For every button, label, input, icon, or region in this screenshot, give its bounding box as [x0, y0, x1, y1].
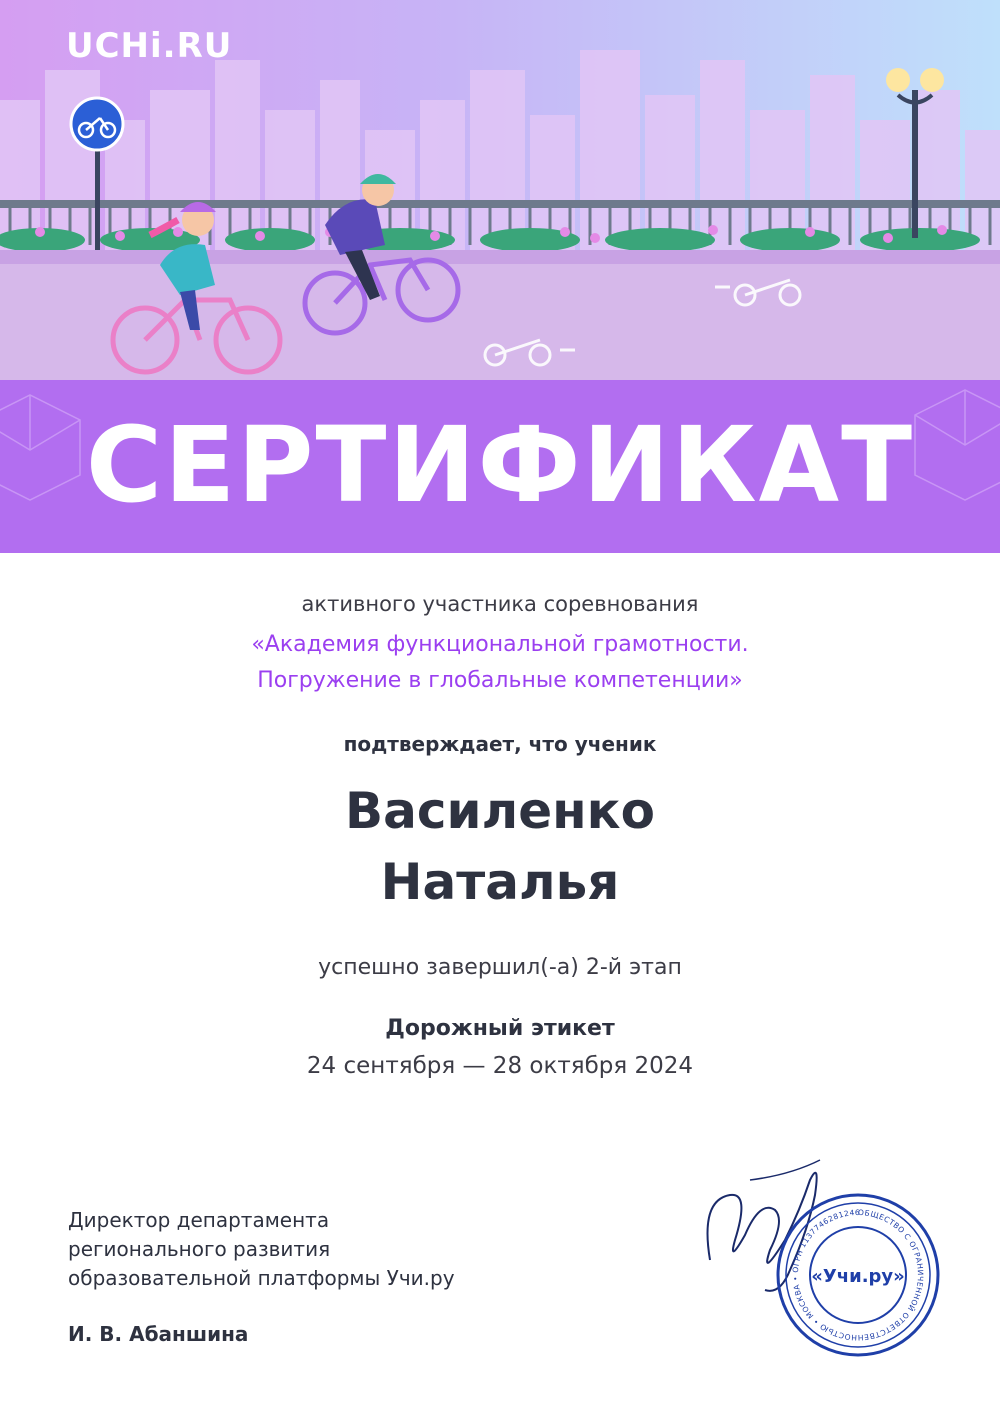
signatory-title-line: образовательной платформы Учи.ру [68, 1266, 455, 1290]
header-illustration [0, 0, 1000, 380]
competition-name-line1: «Академия функциональной грамотности. [251, 632, 749, 657]
signatory-name: И. В. Абаншина [68, 1322, 249, 1346]
signature-and-stamp [690, 1140, 950, 1360]
stage-dates: 24 сентября — 28 октября 2024 [306, 1053, 694, 1079]
stamp-center-text: «Учи.ру» [811, 1266, 905, 1287]
stage-completed: успешно завершил(-а) 2-й этап [318, 955, 682, 980]
confirms-text: подтверждает, что ученик [343, 732, 657, 756]
student-last-name: Василенко [345, 782, 655, 840]
certificate-title: СЕРТИФИКАТ [85, 404, 915, 526]
stage-topic: Дорожный этикет [385, 1016, 615, 1041]
official-stamp [690, 1140, 950, 1360]
signatory-title-line: регионального развития [68, 1237, 331, 1261]
uchi-logo: UCHi.RU [66, 26, 233, 66]
student-first-name: Наталья [380, 853, 620, 911]
competition-name-line2: Погружение в глобальные компетенции» [257, 668, 743, 693]
signatory-title-line: Директор департамента [68, 1208, 330, 1232]
stamp-ring-text: ОБЩЕСТВО С ОГРАНИЧЕННОЙ ОТВЕТСТВЕННОСТЬЮ • МОСКВА • ОГРН 1137746281246 [790, 1207, 926, 1343]
title-band [0, 380, 1000, 553]
signatory-title [68, 1206, 455, 1293]
participant-subtitle: активного участника соревнования [301, 592, 699, 616]
